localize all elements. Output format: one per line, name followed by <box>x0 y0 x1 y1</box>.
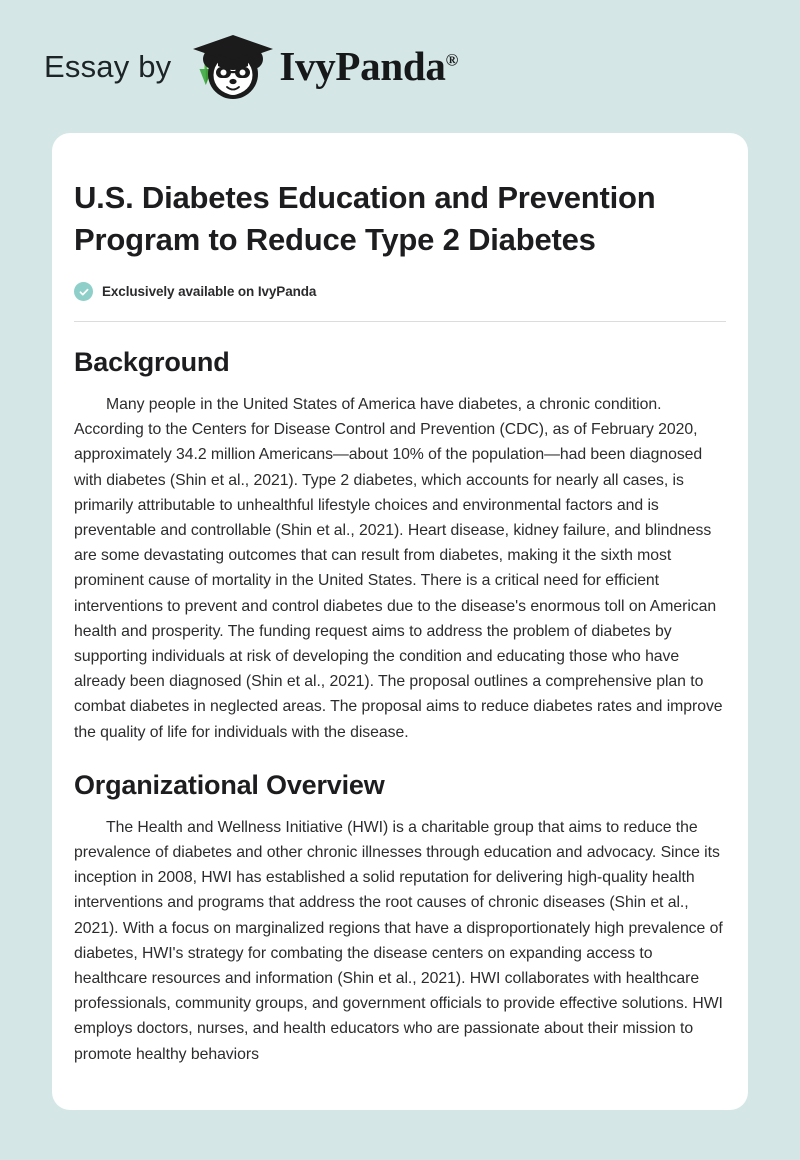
wordmark-text: IvyPanda <box>279 43 446 89</box>
divider <box>74 321 726 322</box>
brand-header <box>0 0 800 133</box>
section-paragraph: Many people in the United States of America have diabetes, a chronic condition. According to the Centers for Disease Control and Prevention (CDC), as of February 2020, approximately 34.2 million Americans—about 10% of the population—had been diagnosed with diabetes (Shin et al., 2021). Type 2 diabetes, which accounts for nearly all cases, is primarily attributable to unhealthful lifestyle choices and environmental factors and is preventable and controllable (Shin et al., 2021). Heart disease, kidney failure, and blindness are some devastating outcomes that can result from diabetes, making it the sixth most prominent cause of mortality in the United States. There is a critical need for efficient interventions to prevent and control diabetes due to the disease's enormous toll on American health and prosperity. The funding request aims to address the problem of diabetes by supporting individuals at risk of developing the condition and educating those who have already been diagnosed (Shin et al., 2021). The proposal outlines a comprehensive plan to combat diabetes in neglected areas. The proposal aims to reduce diabetes rates and improve the quality of life for individuals with the disease. <box>74 396 723 741</box>
ivypanda-logo[interactable] <box>187 29 458 105</box>
panda-graduate-logo-icon <box>187 29 283 105</box>
section-paragraph: The Health and Wellness Initiative (HWI) is a charitable group that aims to reduce the prevalence of diabetes and other chronic illnesses through education and advocacy. Since its inception in 2008, HWI has established a solid reputation for delivering high-quality health interventions and programs that address the root causes of chronic diseases (Shin et al., 2021). With a focus on marginalized regions that have a disproportionately high prevalence of diabetes, HWI's strategy for combating the disease centers on expanding access to healthcare resources and information (Shin et al., 2021). HWI collaborates with healthcare professionals, community groups, and government officials to provide effective solutions. HWI employs doctors, nurses, and health educators who are passionate about their mission to promote healthy behaviors <box>74 818 723 1063</box>
status-badge-label: Exclusively available on IvyPanda <box>102 284 317 299</box>
paper-content <box>74 177 726 1067</box>
status-badge <box>74 282 726 301</box>
essay-by-label: Essay by <box>44 49 172 84</box>
page-title: U.S. Diabetes Education and Prevention Program to Reduce Type 2 Diabetes <box>74 180 656 257</box>
registered-trademark-mark: ® <box>445 50 458 70</box>
section-heading-background: Background <box>74 347 230 377</box>
check-circle-icon <box>74 282 93 301</box>
ivypanda-wordmark <box>279 43 458 89</box>
essay-paper-card <box>52 133 748 1110</box>
section-heading-organizational-overview: Organizational Overview <box>74 769 385 800</box>
